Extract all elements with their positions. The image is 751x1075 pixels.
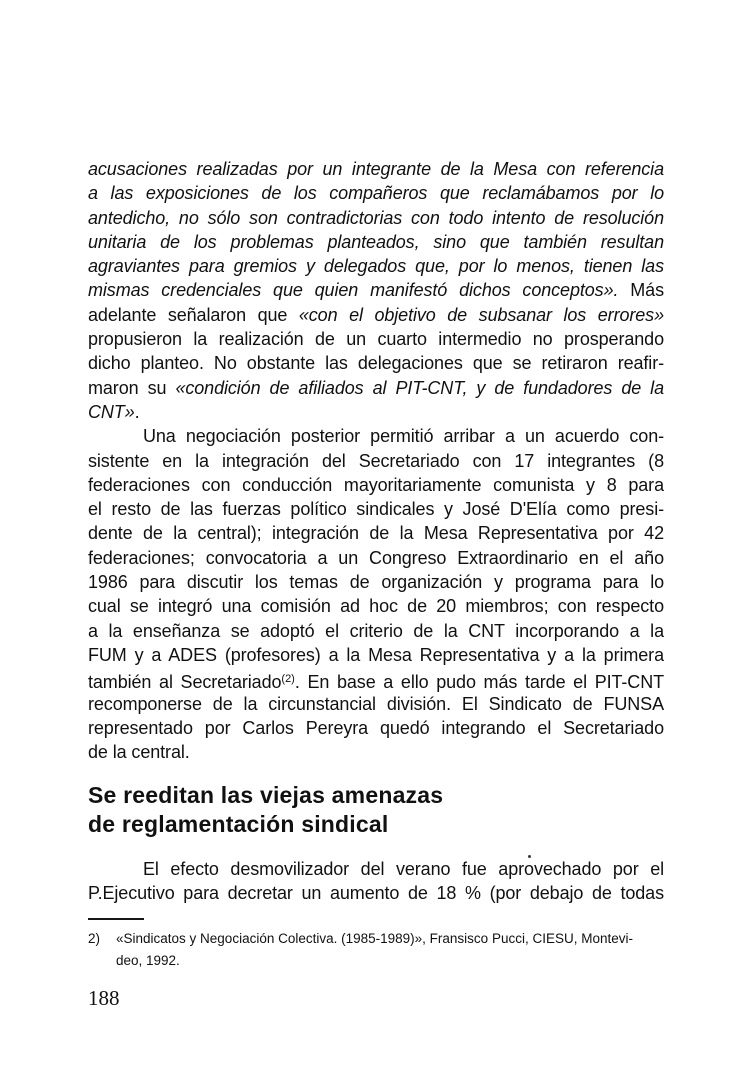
footnote-marker: 2) xyxy=(88,931,101,946)
text-segment: federaciones; convocatoria a un Congreso Extraordinario en el año xyxy=(88,547,664,568)
footnote-line: deo, 1992. xyxy=(116,952,180,968)
text-line xyxy=(88,303,664,327)
page-number: 188 xyxy=(88,986,120,1010)
text-segment: P.Ejecutivo para decretar un aumento de 18 % (por debajo de todas xyxy=(88,883,664,904)
text-line xyxy=(88,206,664,230)
text-segment: recomponerse de la circunstancial división. El Sindicato de FUNSA xyxy=(88,693,664,714)
text-segment: el resto de las fuerzas político sindicales y José D'Elía como presi- xyxy=(88,499,664,520)
text-segment: adelante señalaron que xyxy=(88,304,299,325)
text-segment: El efecto desmovilizador del verano fue aprovechado por el xyxy=(143,859,664,879)
text-line xyxy=(88,327,664,351)
body-text xyxy=(88,157,664,764)
text-segment: 1986 para discutir los temas de organización y programa para lo xyxy=(88,572,664,593)
text-line xyxy=(88,424,664,448)
text-segment: representado por Carlos Pereyra quedó integrando el Secretariado xyxy=(88,717,664,738)
text-line xyxy=(88,351,664,375)
text-line xyxy=(88,473,664,497)
text-segment: CNT» xyxy=(88,401,135,422)
footnote-divider xyxy=(88,918,144,920)
text-line xyxy=(88,692,664,716)
text-line xyxy=(88,449,664,473)
text-segment: también al Secretariado xyxy=(88,672,282,692)
quote-paragraph xyxy=(88,157,664,424)
text-line xyxy=(88,881,664,905)
footnote-line: «Sindicatos y Negociación Colectiva. (1985-1989)», Fransisco Pucci, CIESU, Montevi- xyxy=(116,931,633,946)
text-segment: federaciones con conducción mayoritariamente comunista y 8 para xyxy=(88,474,664,495)
text-line xyxy=(88,716,664,740)
text-segment: agraviantes para gremios y delegados que, por lo menos, tienen las xyxy=(88,256,664,277)
text-line xyxy=(88,376,664,400)
footnote-text xyxy=(88,928,666,971)
text-line xyxy=(88,278,664,302)
text-line xyxy=(88,570,664,594)
text-segment: maron su xyxy=(88,377,176,398)
footnote xyxy=(88,928,666,971)
text-segment: «con el objetivo de subsanar los errores» xyxy=(298,304,664,325)
text-segment: antedicho, no sólo son contradictorias con todo intento de resolución xyxy=(88,207,664,228)
text-segment: . xyxy=(134,401,140,422)
section-heading-line: de reglamentación sindical xyxy=(88,810,389,837)
text-segment: Más xyxy=(618,280,664,301)
text-segment: mismas credenciales que quien manifestó dichos conceptos». xyxy=(88,280,619,301)
negotiation-paragraph xyxy=(88,424,664,764)
text-line xyxy=(88,643,664,667)
text-segment: unitaria de los problemas planteados, sino que también resultan xyxy=(88,231,664,252)
text-line xyxy=(88,230,664,254)
section-heading xyxy=(88,781,664,838)
text-segment: . En base a ello pudo más tarde el PIT-CNT xyxy=(294,672,664,692)
text-segment: de la central. xyxy=(88,742,190,763)
text-segment: sistente en la integración del Secretariado con 17 integrantes (8 xyxy=(88,450,664,471)
text-line xyxy=(88,667,664,691)
section-text xyxy=(88,857,664,906)
text-line xyxy=(88,254,664,278)
text-segment: dente de la central); integración de la Mesa Representativa por 42 xyxy=(88,523,664,544)
text-line xyxy=(88,619,664,643)
text-line xyxy=(88,857,664,881)
text-segment: a las exposiciones de los compañeros que reclamábamos por lo xyxy=(88,183,664,204)
text-line xyxy=(88,157,664,181)
section-heading-line: Se reeditan las viejas amenazas xyxy=(88,782,444,808)
text-segment: FUM y a ADES (profesores) a la Mesa Representativa y a la primera xyxy=(88,644,664,665)
text-segment: cual se integró una comisión ad hoc de 20 miembros; con respecto xyxy=(88,596,664,617)
text-segment: Una negociación posterior permitió arribar a un acuerdo con- xyxy=(143,426,664,447)
text-line xyxy=(88,497,664,521)
text-line xyxy=(88,594,664,618)
text-segment: a la enseñanza se adoptó el criterio de la CNT incorporando a la xyxy=(88,620,664,641)
summer-effect-paragraph xyxy=(88,857,664,906)
text-segment: (2) xyxy=(281,673,295,686)
text-segment: dicho planteo. No obstante las delegaciones que se retiraron reafir- xyxy=(88,353,664,374)
text-line xyxy=(88,740,664,764)
text-line xyxy=(88,181,664,205)
scan-speck xyxy=(528,855,531,858)
text-segment: propusieron la realización de un cuarto intermedio no prosperando xyxy=(88,329,664,350)
text-line xyxy=(88,400,664,424)
text-line xyxy=(88,521,664,545)
text-segment: acusaciones realizadas por un integrante de la Mesa con referencia xyxy=(88,159,664,179)
text-segment: «condición de afiliados al PIT-CNT, y de fundadores de la xyxy=(175,377,664,398)
text-line xyxy=(88,546,664,570)
